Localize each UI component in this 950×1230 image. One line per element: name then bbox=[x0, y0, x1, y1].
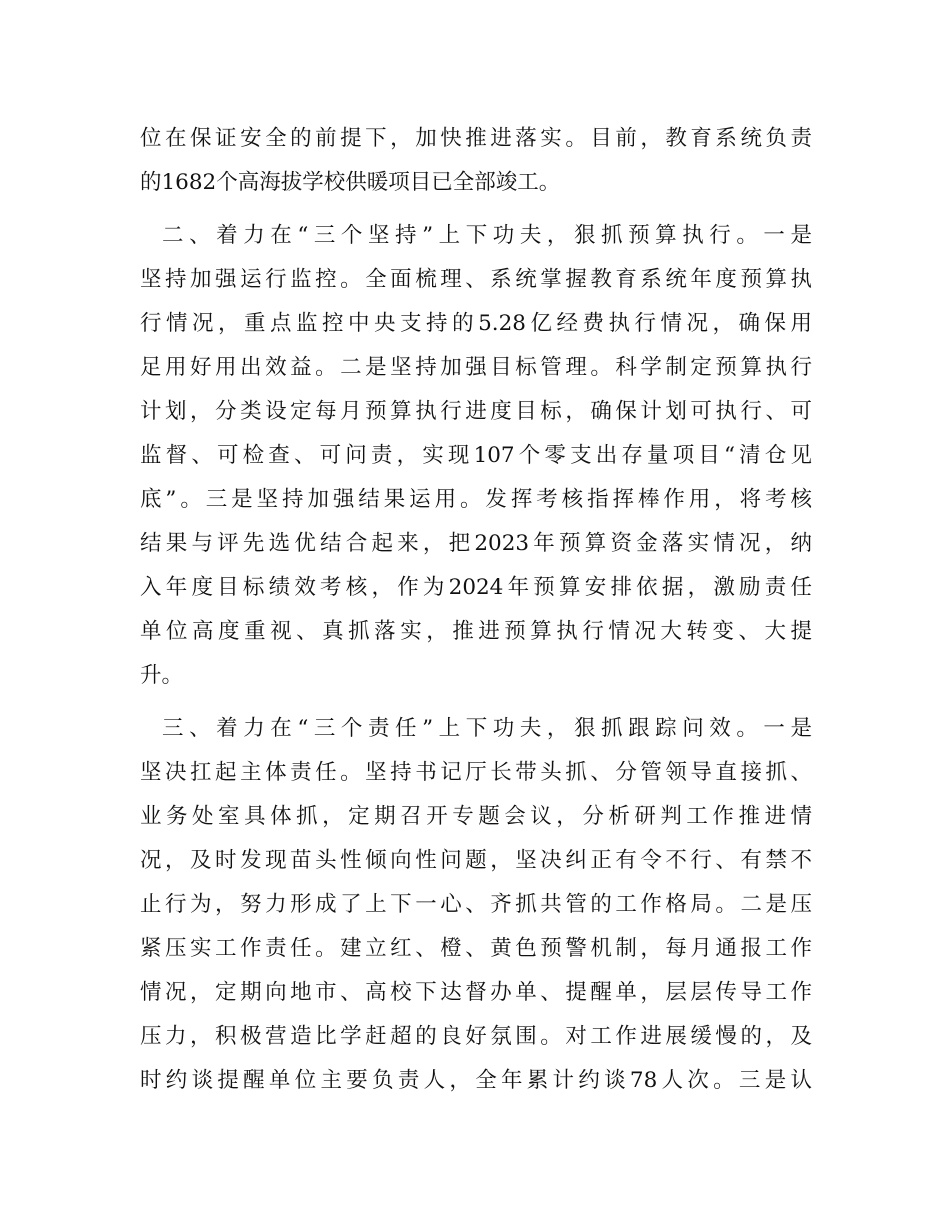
text-line: 坚持加强运行监控。全面梳理、系统掌握教育系统年度预算执 bbox=[140, 267, 812, 292]
text-line: 行情况，重点监控中央支持的5.28亿经费执行情况，确保用 bbox=[140, 311, 812, 336]
text-line: 单位高度重视、真抓落实，推进预算执行情况大转变、大提 bbox=[140, 619, 812, 644]
text-line: 结果与评先选优结合起来，把2023年预算资金落实情况，纳 bbox=[140, 531, 812, 556]
text-line: 监督、可检查、可问责，实现107个零支出存量项目“清仓见 bbox=[140, 443, 812, 468]
paragraph-tracking-accountability bbox=[140, 707, 812, 1103]
text-line: 计划，分类设定每月预算执行进度目标，确保计划可执行、可 bbox=[140, 399, 812, 424]
text-line: 紧压实工作责任。建立红、橙、黄色预警机制，每月通报工作 bbox=[140, 936, 812, 961]
text-line: 时约谈提醒单位主要负责人，全年累计约谈78人次。三是认 bbox=[140, 1068, 812, 1093]
text-line: 位在保证安全的前提下，加快推进落实。目前，教育系统负责 bbox=[140, 126, 812, 151]
text-line: 坚决扛起主体责任。坚持书记厅长带头抓、分管领导直接抓、 bbox=[140, 760, 812, 785]
paragraph-budget-execution bbox=[140, 214, 812, 698]
text-line: 足用好用出效益。二是坚持加强目标管理。科学制定预算执行 bbox=[140, 355, 812, 380]
document-body bbox=[140, 117, 812, 1103]
text-line: 升。 bbox=[140, 663, 184, 688]
text-line: 况，及时发现苗头性倾向性问题，坚决纠正有令不行、有禁不 bbox=[140, 848, 812, 873]
text-line: 情况，定期向地市、高校下达督办单、提醒单，层层传导工作 bbox=[140, 980, 812, 1005]
text-line: 的1682个高海拔学校供暖项目已全部竣工。 bbox=[140, 170, 561, 195]
paragraph-continuation bbox=[140, 117, 812, 205]
text-line: 止行为，努力形成了上下一心、齐抓共管的工作格局。二是压 bbox=[140, 892, 812, 917]
text-line: 底”。三是坚持加强结果运用。发挥考核指挥棒作用，将考核 bbox=[140, 487, 812, 512]
text-line: 三、着力在“三个责任”上下功夫，狠抓跟踪问效。一是 bbox=[162, 716, 812, 741]
text-line: 业务处室具体抓，定期召开专题会议，分析研判工作推进情 bbox=[140, 804, 812, 829]
text-line: 入年度目标绩效考核，作为2024年预算安排依据，激励责任 bbox=[140, 575, 812, 600]
text-line: 压力，积极营造比学赶超的良好氛围。对工作进展缓慢的，及 bbox=[140, 1024, 812, 1049]
text-line: 二、着力在“三个坚持”上下功夫，狠抓预算执行。一是 bbox=[162, 223, 812, 248]
